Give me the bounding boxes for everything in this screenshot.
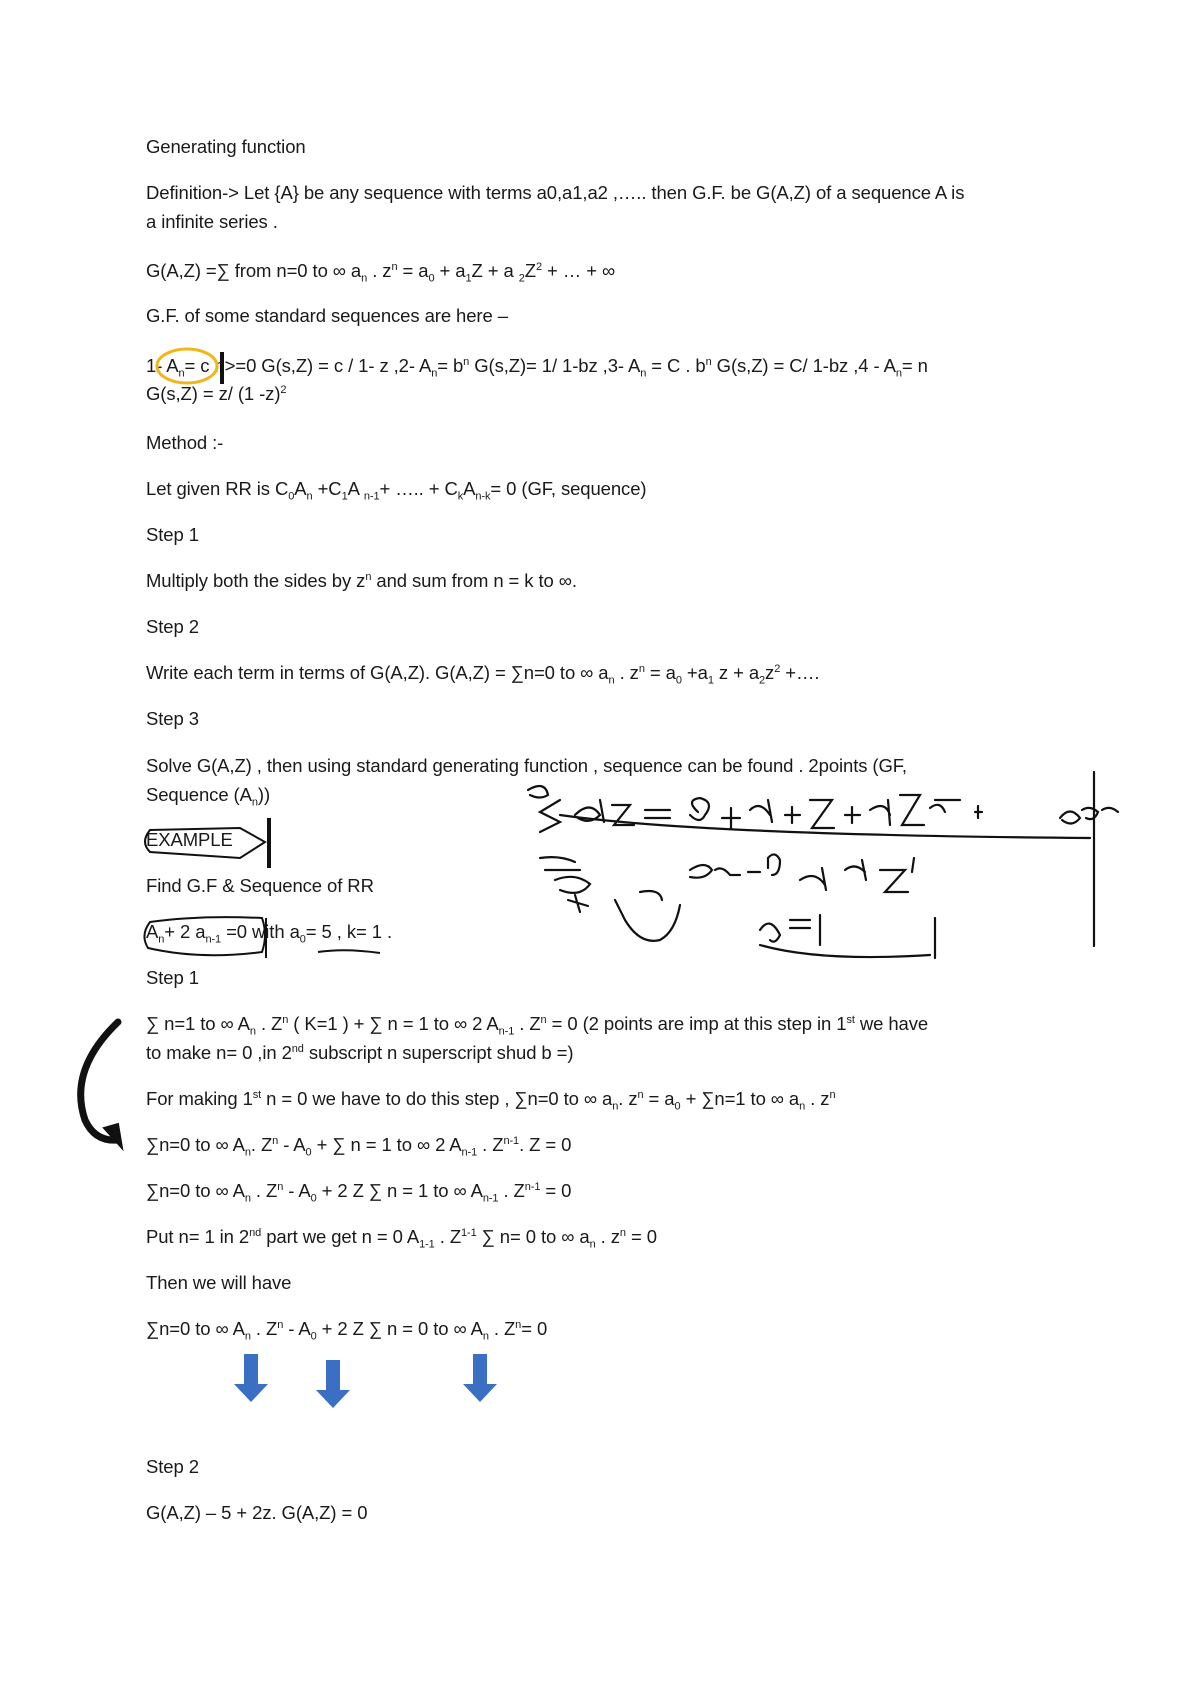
down-arrow-3 [463,1354,497,1402]
standard-sequences-heading: G.F. of some standard sequences are here – [146,305,508,326]
example-step-1-heading: Step 1 [146,967,199,988]
making-first-line: For making 1st n = 0 we have to do this step , ∑n=0 to ∞ $a_n$. $z^n = a_0 + \sum n=1$ to ∞ $a_n$ . $z^n$ [146,1088,836,1113]
solve-line-1: Solve G(A,Z) , then using standard generating function , sequence can be found . 2points (GF, [146,755,907,776]
step-1-heading: Step 1 [146,524,199,545]
standard-sequences-line-1: 1- $A_n= c$ n>=0 G(s,Z) = c / 1- z ,2- $A_n= b^n$ G(s,Z)= 1/ 1-bz ,3- $A_n = C$ . $b^n$ G(s,Z) = C/ 1-bz $,4 - A_n= n$ [146,355,928,380]
then-line: Then we will have [146,1272,292,1293]
definition-line-2: a infinite series . [146,211,278,232]
down-arrow-2 [316,1360,350,1408]
gf-formula: G(A,Z) =∑ from n=0 to ∞ $a_n$ . $z^n = a_0 + a_1Z + a$ $_2Z^2$ + … + ∞ [146,260,616,285]
curved-arrow [81,1022,118,1140]
example-heading: EXAMPLE [146,829,233,850]
down-arrow-1 [234,1354,268,1402]
final-equation: G(A,Z) – 5 + 2z. G(A,Z) = 0 [146,1502,368,1523]
equation-line-2: ∑n=0 to ∞ $A_n$ . $Z^n - A_0 + 2$ Z ∑ n = 1 to ∞ $A_{n-1}$ . $Z^{n-1} = 0$ [146,1180,572,1205]
put-n-line: Put n= 1 in 2nd part we get n = 0 $A_{1-1}$ . $Z^{1-1}$ ∑ n= 0 to ∞ $a_n$ . $z^n = 0$ [146,1226,657,1251]
curved-arrow-head [104,1124,122,1148]
equation-line-1: ∑n=0 to ∞ $A_n$. $Z^n - A_0$ + ∑ n = 1 to ∞ 2 $A_{n-1}$ . $Z^{n-1}$. Z = 0 [146,1134,572,1159]
standard-sequences-line-2: G(s,Z) = z/ (1 -z)$^2$ [146,383,287,404]
equation-line-3: ∑n=0 to ∞ $A_n$ . $Z^n - A_0 + 2$ Z ∑ n = 0 to ∞ $A_n$ . $Z^n= 0$ [146,1318,548,1343]
solve-line-2: Sequence $(A_n)$) [146,784,271,809]
example-recurrence: $A_n+ 2$ $a_{n-1} =0$ with $a_0= 5$ , k= 1 . [146,921,393,946]
multiply-line: Multiply both the sides by $z^n$ and sum from n = k to ∞. [146,570,577,591]
step-2-heading: Step 2 [146,616,199,637]
doc-title: Generating function [146,136,306,157]
step-3-heading: Step 3 [146,708,199,729]
step-1-sum-line-1: ∑ n=1 to ∞ $A_n$ . $Z^n$ ( K=1 ) + ∑ n = 1 to ∞ 2 $A_{n-1}$ . $Z^n = 0$ (2 points are imp at this step in 1st we have [146,1013,929,1038]
step-1-sum-line-2: to make n= 0 ,in 2nd subscript n superscript shud b =) [146,1042,574,1063]
example-step-2-heading: Step 2 [146,1456,199,1477]
handwritten-expansion [528,772,1118,958]
method-heading: Method :- [146,432,224,453]
recurrence-relation: Let given RR is $C_0A_n +C_1A$ $_{n-1}$+ ….. + $C_kA_{n-k}= 0$ (GF, sequence) [146,478,647,503]
find-line: Find G.F & Sequence of RR [146,875,374,896]
rr-underline [318,950,380,953]
write-terms-line: Write each term in terms of G(A,Z). G(A,Z) = ∑n=0 to ∞ $a_n$ . $z^n = a_0 +a_1$ $z + a_2z^2$ +…. [146,662,820,687]
definition-line-1: Definition-> Let {A} be any sequence with terms a0,a1,a2 ,….. then G.F. be G(A,Z) of a sequence A is [146,182,965,203]
